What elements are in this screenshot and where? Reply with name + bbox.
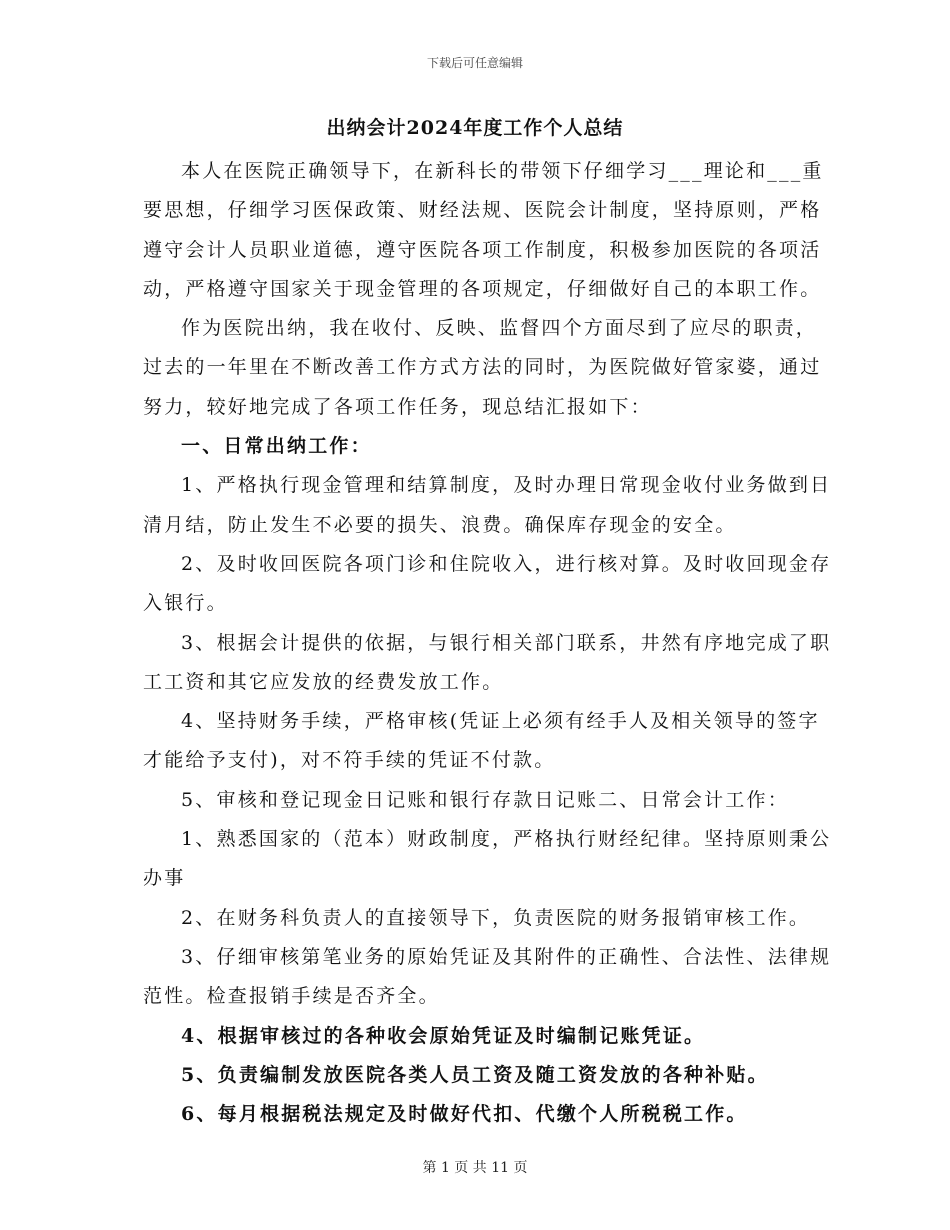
paragraph: 2、及时收回医院各项门诊和住院收入，进行核对算。及时收回现金存入银行。 [143, 552, 832, 615]
paragraph: 6、每月根据税法规定及时做好代扣、代缴个人所税税工作。 [181, 1103, 748, 1126]
paragraph: 1、熟悉国家的（范本）财政制度，严格执行财经纪律。坚持原则秉公办事 [143, 828, 832, 890]
paragraph: 1、严格执行现金管理和结算制度，及时办理日常现金收付业务做到日清月结，防止发生不必要的损失、浪费。确保库存现金的安全。 [143, 474, 832, 536]
section-heading: 一、日常出纳工作： [181, 435, 372, 458]
paragraph: 4、坚持财务手续，严格审核(凭证上必须有经手人及相关领导的签字才能给予支付)，对不符手续的凭证不付款。 [143, 710, 820, 772]
paragraph: 本人在医院正确领导下，在新科长的带领下仔细学习___理论和___重要思想，仔细学习医保政策、财经法规、医院会计制度，坚持原则，严格遵守会计人员职业道德，遵守医院各项工作制度，积极参加医院的各项活动，严格遵守国家关于现金管理的各项规定，仔细做好自己的本职工作。 [143, 160, 824, 300]
page-footer: 第 1 页 共 11 页 [422, 1160, 528, 1176]
header-note: 下载后可任意编辑 [426, 56, 523, 70]
paragraph: 3、根据会计提供的依据，与银行相关部门联系，井然有序地完成了职工工资和其它应发放的经费发放工作。 [143, 631, 832, 693]
paragraph: 作为医院出纳，我在收付、反映、监督四个方面尽到了应尽的职责，过去的一年里在不断改善工作方式方法的同时，为医院做好管家婆，通过努力，较好地完成了各项工作任务，现总结汇报如下： [143, 317, 822, 418]
paragraph: 4、根据审核过的各种收会原始凭证及时编制记账凭证。 [181, 1024, 706, 1047]
paragraph: 2、在财务科负责人的直接领导下，负责医院的财务报销审核工作。 [181, 906, 811, 929]
paragraph: 5、审核和登记现金日记账和银行存款日记账二、日常会计工作： [181, 788, 789, 811]
document-body [143, 152, 833, 1134]
document-title: 出纳会计2024年度工作个人总结 [326, 117, 624, 139]
paragraph: 3、仔细审核第笔业务的原始凭证及其附件的正确性、合法性、法律规范性。检查报销手续是否齐全。 [143, 945, 832, 1008]
paragraph: 5、负责编制发放医院各类人员工资及随工资发放的各种补贴。 [181, 1063, 769, 1086]
